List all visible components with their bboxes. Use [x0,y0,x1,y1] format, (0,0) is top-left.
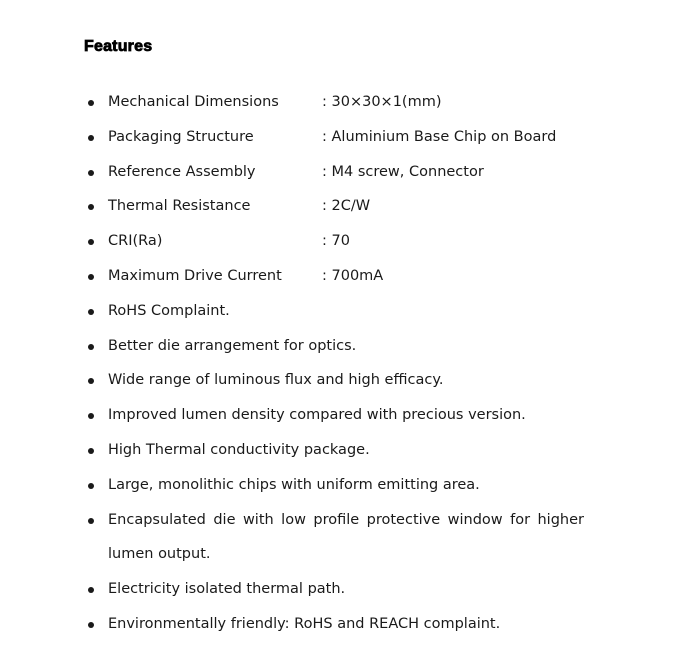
spec-label: Reference Assembly [108,163,256,180]
features-heading: Features [84,38,153,55]
feature-item: Better die arrangement for optics. [0,329,682,364]
feature-item: RoHS Complaint. [0,294,682,329]
spec-value: : 700mA [322,267,384,284]
features-list [0,85,682,642]
spec-value: : 30×30×1(mm) [322,94,442,110]
spec-label: Packaging Structure [108,128,254,145]
spec-item [0,259,682,294]
feature-text: Encapsulated die with low profile protective window for higher lumen output. [108,511,584,563]
feature-item: Improved lumen density compared with precious version. [0,398,682,433]
feature-item: Environmentally friendly: RoHS and REACH complaint. [0,607,682,642]
feature-item [0,503,682,573]
feature-item: Wide range of luminous flux and high efficacy. [0,363,682,398]
spec-label: Thermal Resistance [108,198,251,215]
spec-label: Maximum Drive Current [108,267,282,284]
spec-value: : 70 [322,233,350,250]
spec-item [0,189,682,224]
spec-item [0,120,682,155]
spec-label: CRI(Ra) [108,233,163,250]
spec-item [0,224,682,259]
spec-label: Mechanical Dimensions [108,94,279,110]
spec-item [0,155,682,190]
feature-item: Electricity isolated thermal path. [0,572,682,607]
feature-item: Large, monolithic chips with uniform emitting area. [0,468,682,503]
feature-item: High Thermal conductivity package. [0,433,682,468]
spec-value: : Aluminium Base Chip on Board [322,128,557,145]
spec-item [0,85,682,120]
spec-value: : M4 screw, Connector [322,163,484,180]
spec-value: : 2C/W [322,198,371,215]
